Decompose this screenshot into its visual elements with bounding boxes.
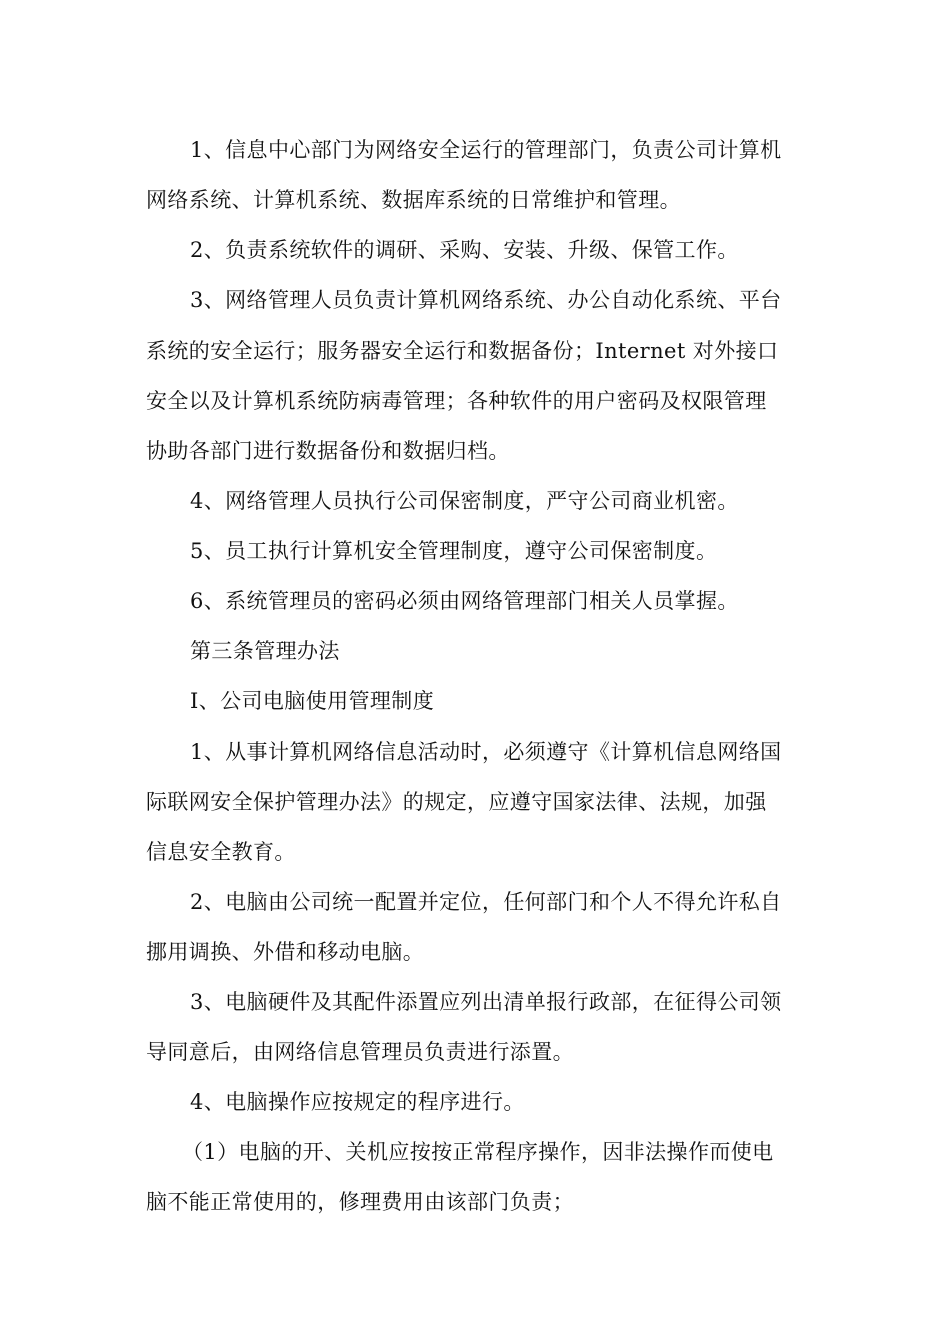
text-line: 际联网安全保护管理办法》的规定，应遵守国家法律、法规，加强 [146,790,767,814]
text-line: 安全以及计算机系统防病毒管理；各种软件的用户密码及权限管理 [146,389,767,413]
text-line: 4、网络管理人员执行公司保密制度，严守公司商业机密。 [190,489,739,513]
text-line: 6、系统管理员的密码必须由网络管理部门相关人员掌握。 [190,589,739,613]
text-line: 2、电脑由公司统一配置并定位，任何部门和个人不得允许私自 [190,890,782,914]
text-line: 2、负责系统软件的调研、采购、安装、升级、保管工作。 [190,238,739,262]
text-line: （1）电脑的开、关机应按按正常程序操作，因非法操作而使电 [182,1140,774,1164]
text-line: 系统的安全运行；服务器安全运行和数据备份；Internet 对外接口 [146,339,779,363]
text-line: 3、网络管理人员负责计算机网络系统、办公自动化系统、平台 [190,288,782,312]
text-line: 5、员工执行计算机安全管理制度，遵守公司保密制度。 [190,539,718,563]
text-line: 挪用调换、外借和移动电脑。 [146,940,425,964]
text-line: 1、从事计算机网络信息活动时，必须遵守《计算机信息网络国 [190,740,782,764]
text-line: 脑不能正常使用的，修理费用由该部门负责； [146,1190,574,1214]
text-line: 导同意后，由网络信息管理员负责进行添置。 [146,1040,574,1064]
text-line: 网络系统、计算机系统、数据库系统的日常维护和管理。 [146,188,681,212]
text-line: 协助各部门进行数据备份和数据归档。 [146,439,510,463]
text-line: 4、电脑操作应按规定的程序进行。 [190,1090,525,1114]
section-heading: 第三条管理办法 [190,639,340,663]
subsection-heading: I、公司电脑使用管理制度 [190,689,435,713]
text-line: 1、信息中心部门为网络安全运行的管理部门，负责公司计算机 [190,138,782,162]
text-line: 信息安全教育。 [146,840,296,864]
text-line: 3、电脑硬件及其配件添置应列出清单报行政部，在征得公司领 [190,990,782,1014]
